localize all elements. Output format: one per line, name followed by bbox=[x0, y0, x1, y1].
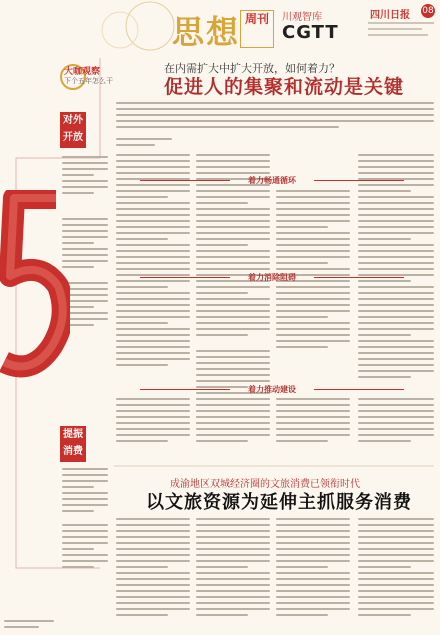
masthead-meta-line bbox=[368, 28, 422, 30]
logo-cn-text: 川观智库 bbox=[282, 12, 322, 23]
article1-column bbox=[358, 398, 434, 446]
masthead-meta-line bbox=[368, 22, 434, 24]
article1-byline-block bbox=[116, 138, 172, 150]
sidebar-footer-block bbox=[0, 618, 112, 635]
sidebar-text-block bbox=[62, 524, 108, 572]
article1-column bbox=[196, 398, 270, 446]
article2-kicker: 成渝地区双城经济圈的文旅消费已领衔时代 bbox=[170, 479, 360, 490]
numeral-five-graphic bbox=[0, 190, 70, 390]
article1-headline: 促进人的集聚和流动是关键 bbox=[164, 76, 405, 98]
section-heading: 着力推动建设 bbox=[236, 384, 308, 394]
masthead-subtitle: 周刊 bbox=[240, 10, 274, 48]
masthead bbox=[0, 0, 440, 58]
masthead-title: 思想 bbox=[172, 13, 241, 51]
article2-column bbox=[358, 518, 434, 620]
article-divider bbox=[114, 464, 436, 468]
column-title: 大咖观察 bbox=[64, 67, 101, 77]
article1-column bbox=[116, 398, 190, 446]
section-heading: 着力畅通循环 bbox=[236, 175, 308, 185]
topic-label-opening-up: 对外开放 bbox=[60, 112, 86, 148]
article2-column bbox=[276, 518, 350, 620]
logo-en-text: CGTT bbox=[282, 22, 339, 43]
section-heading: 着力消除阻碍 bbox=[236, 272, 308, 282]
page-number-badge: 08 bbox=[422, 6, 434, 16]
topic-label-consumption: 提振消费 bbox=[60, 426, 86, 462]
sidebar-text-block bbox=[62, 468, 108, 516]
article1-lede bbox=[116, 102, 434, 132]
article1-column bbox=[116, 154, 190, 370]
column-subtitle: 下个五年怎么干 bbox=[64, 77, 113, 85]
article1-kicker: 在内需扩大中扩大开放，如何着力？ bbox=[164, 62, 340, 75]
article1-column bbox=[276, 398, 350, 446]
article2-column bbox=[196, 518, 270, 620]
paper-name: 四川日报 bbox=[370, 10, 410, 21]
article2-column bbox=[116, 518, 190, 620]
article1-column bbox=[276, 286, 350, 352]
article1-column bbox=[358, 154, 434, 382]
article2-headline: 以文旅资源为延伸主抓服务消费 bbox=[146, 492, 412, 513]
masthead-meta-line bbox=[368, 34, 428, 36]
think-tank-logo bbox=[282, 8, 342, 48]
